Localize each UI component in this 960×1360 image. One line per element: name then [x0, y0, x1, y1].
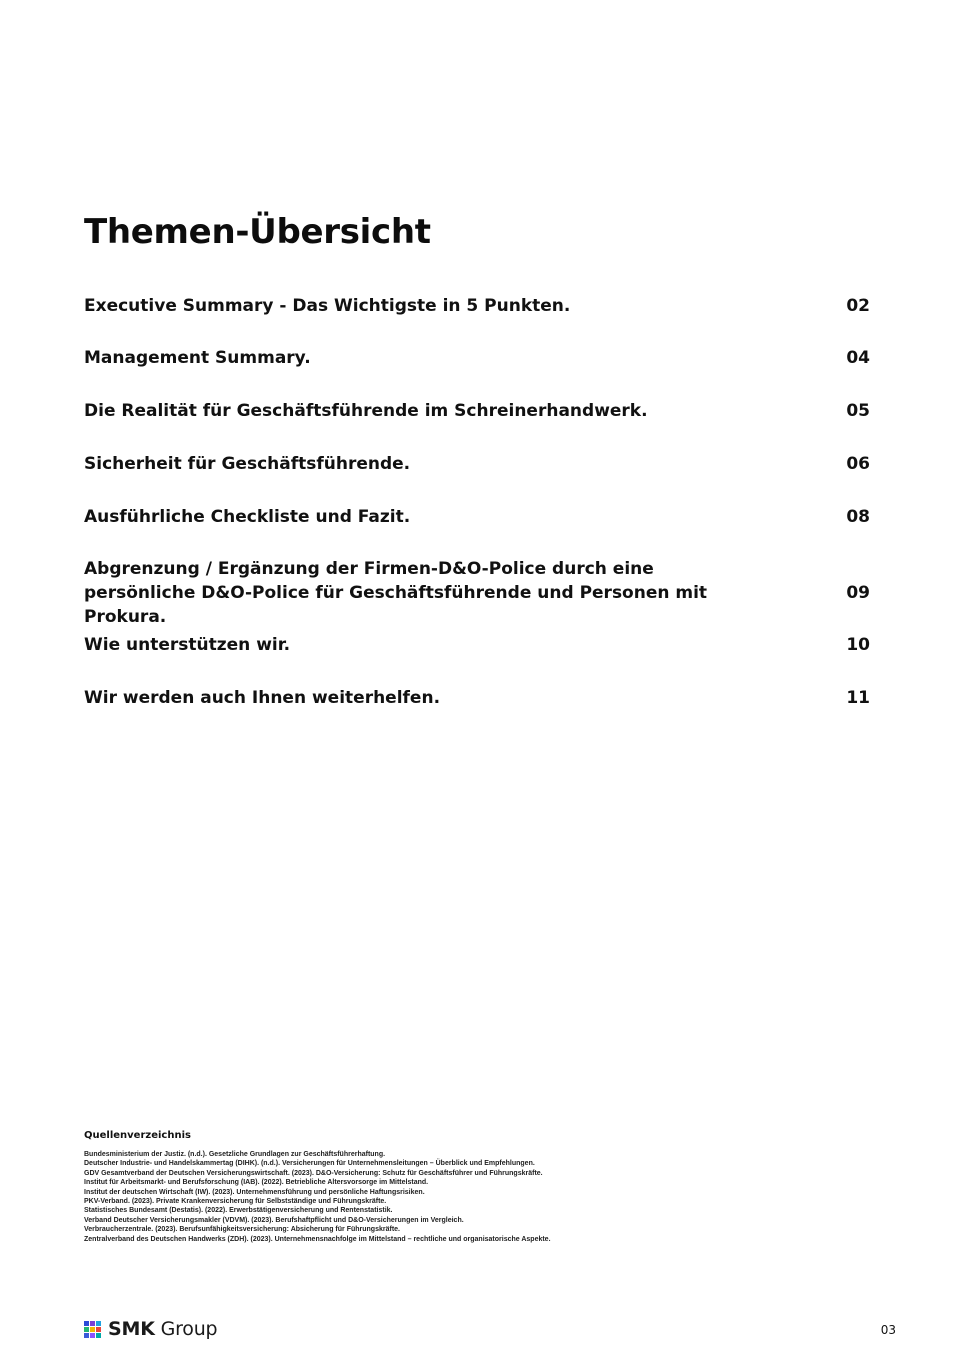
source-item: GDV Gesamtverband der Deutschen Versicherungswirtschaft. (2023). D&O-Versicherung: Schutz für Geschäftsführer und Führungskräfte. [84, 1169, 543, 1177]
toc-entry-page: 04 [846, 348, 870, 368]
toc-entry-page: 02 [846, 296, 870, 316]
toc-entry-page: 06 [846, 454, 870, 474]
toc-entry-page: 11 [846, 688, 870, 708]
source-list [84, 1130, 724, 1244]
toc-entry-label: Wir werden auch Ihnen weiterhelfen. [84, 688, 441, 708]
page-footer [84, 1316, 896, 1346]
toc-entry[interactable] [84, 686, 874, 710]
company-logo [84, 1318, 217, 1340]
source-item: PKV-Verband. (2023). Private Krankenversicherung für Selbstständige und Führungskräfte. [84, 1198, 387, 1206]
toc-entry-page: 08 [846, 507, 870, 527]
logo-wordmark [108, 1318, 217, 1340]
source-item: Zentralverband des Deutschen Handwerks (ZDH). (2023). Unternehmensnachfolge im Mittelstand – rechtliche und organisatorische Aspekte. [84, 1235, 551, 1243]
toc-entry-label: Die Realität für Geschäftsführende im Schreinerhandwerk. [84, 401, 648, 421]
toc-entry-page: 10 [846, 635, 870, 655]
page-title: Themen-Übersicht [84, 212, 431, 252]
toc-entry-label: Ausführliche Checkliste und Fazit. [84, 507, 411, 527]
logo-bold-text: SMK [108, 1318, 155, 1340]
toc-entry[interactable] [84, 452, 874, 476]
toc-entry[interactable] [84, 294, 874, 318]
toc-entry[interactable] [84, 633, 874, 657]
toc-entry[interactable] [84, 505, 874, 529]
page-number: 03 [880, 1323, 896, 1337]
source-item: Institut für Arbeitsmarkt- und Berufsforschung (IAB). (2022). Betriebliche Altersvorsorge im Mittelstand. [84, 1179, 429, 1187]
toc-entry-label: Sicherheit für Geschäftsführende. [84, 454, 411, 474]
toc-entry-page: 09 [846, 583, 870, 603]
source-item: Statistisches Bundesamt (Destatis). (2022). Erwerbstätigenversicherung und Rentenstatistik. [84, 1207, 393, 1215]
source-item: Verbraucherzentrale. (2023). Berufsunfähigkeitsversicherung: Absicherung für Führungskräfte. [84, 1226, 400, 1234]
sources-heading: Quellenverzeichnis [84, 1130, 191, 1141]
toc-entry-label: Management Summary. [84, 348, 311, 368]
toc-entry-page: 05 [846, 401, 870, 421]
toc-entry[interactable] [84, 399, 874, 423]
source-item: Institut der deutschen Wirtschaft (IW). (2023). Unternehmensführung und persönliche Haftungsrisiken. [84, 1188, 425, 1196]
sources-items [84, 1150, 724, 1244]
toc-entry[interactable] [84, 346, 874, 370]
toc-entry-label: Wie unterstützen wir. [84, 635, 291, 655]
toc-entry[interactable] [84, 557, 874, 629]
toc-entry-label: Executive Summary - Das Wichtigste in 5 Punkten. [84, 296, 571, 316]
source-item: Deutscher Industrie- und Handelskammertag (DIHK). (n.d.). Versicherungen für Unternehmensleitungen – Überblick und Empfehlungen. [84, 1160, 535, 1168]
toc-entry-label: Abgrenzung / Ergänzung der Firmen-D&O-Police durch eine persönliche D&O-Police für Geschäftsführende und Personen mit Prokura. [84, 559, 708, 627]
source-item: Verband Deutscher Versicherungsmakler (VDVM). (2023). Berufshaftpflicht und D&O-Versicherungen im Vergleich. [84, 1216, 464, 1224]
logo-grid-icon [84, 1321, 101, 1338]
logo-light-text: Group [160, 1318, 218, 1340]
source-item: Bundesministerium der Justiz. (n.d.). Gesetzliche Grundlagen zur Geschäftsführerhaftung. [84, 1151, 386, 1158]
